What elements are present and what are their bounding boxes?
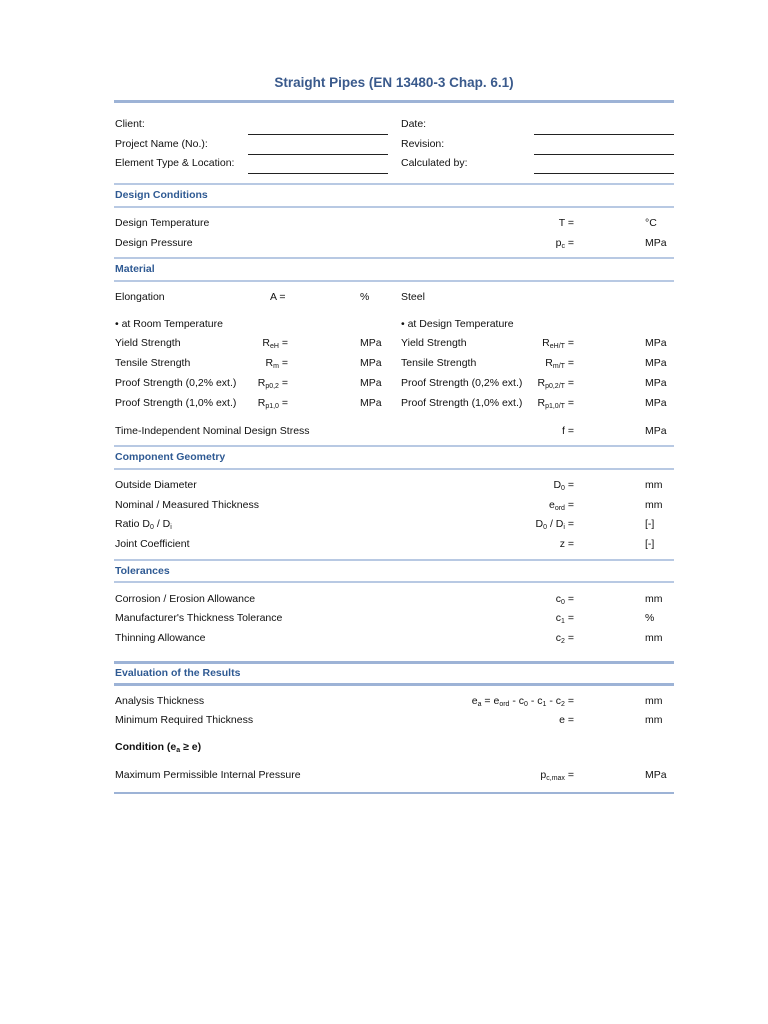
proof-strength-10-symbol: $R_{p1,0}$ = [257, 397, 288, 410]
outside-diameter-label: Outside Diameter [115, 479, 197, 491]
thinning-allowance-label: Thinning Allowance [115, 632, 206, 644]
thickness-symbol: $e_{ord}$ = [548, 499, 574, 512]
project-label: Project Name (No.): [115, 138, 208, 150]
corrosion-allowance-unit: mm [645, 593, 663, 605]
yield-strength-t-symbol: $R_{eH/T}$ = [542, 337, 574, 350]
yield-strength-symbol: $R_{eH}$ = [262, 337, 288, 350]
corrosion-allowance-label: Corrosion / Erosion Allowance [115, 593, 256, 605]
section-title-material: Material [115, 263, 155, 275]
min-thickness-label: Minimum Required Thickness [115, 714, 254, 726]
date-label: Date: [401, 118, 427, 130]
proof-strength-02-symbol: $R_{p0,2}$ = [257, 377, 288, 390]
room-temperature-heading: • at Room Temperature [115, 318, 223, 330]
thickness-unit: mm [645, 499, 663, 511]
nominal-design-stress-unit: MPa [645, 425, 667, 437]
elongation-unit: % [360, 291, 370, 303]
tensile-strength-unit: MPa [360, 357, 382, 369]
analysis-thickness-formula: $e_a = e_{ord} - c_0 - c_1 - c_2$ = [471, 695, 574, 708]
joint-coefficient-unit: [-] [645, 538, 655, 550]
tensile-strength-symbol: $R_m$ = [265, 357, 288, 370]
calculated-by-field[interactable] [534, 173, 674, 174]
diameter-ratio-symbol: $D_0 / D_i$ = [535, 518, 574, 531]
yield-strength-t-label: Yield Strength [401, 337, 467, 349]
tensile-strength-t-unit: MPa [645, 357, 667, 369]
design-pressure-unit: MPa [645, 237, 667, 249]
page-title: Straight Pipes (EN 13480-3 Chap. 6.1) [274, 75, 514, 90]
design-temperature-symbol: T = [558, 217, 574, 229]
tensile-strength-label: Tensile Strength [115, 357, 191, 369]
manufacturer-tolerance-symbol: $c_1$ = [555, 612, 574, 625]
section-divider-top [114, 559, 674, 561]
design-temperature-unit: °C [645, 217, 657, 229]
min-thickness-symbol: e = [559, 714, 574, 726]
thinning-allowance-symbol: $c_2$ = [555, 632, 574, 645]
proof-strength-02-unit: MPa [360, 377, 382, 389]
section-divider-top [114, 661, 674, 664]
proof-strength-02-t-symbol: $R_{p0,2/T}$ = [537, 377, 574, 390]
section-divider [114, 581, 674, 583]
proof-strength-02-label: Proof Strength (0,2% ext.) [115, 377, 237, 389]
max-pressure-unit: MPa [645, 769, 667, 781]
section-title-design-conditions: Design Conditions [115, 189, 208, 201]
proof-strength-02-t-unit: MPa [645, 377, 667, 389]
yield-strength-t-unit: MPa [645, 337, 667, 349]
section-title-tolerances: Tolerances [115, 565, 170, 577]
proof-strength-10-t-symbol: $R_{p1,0/T}$ = [537, 397, 574, 410]
element-field[interactable] [248, 173, 388, 174]
condition-label: Condition $(e_a \ge e)$ [115, 741, 202, 754]
section-divider [114, 206, 674, 208]
analysis-thickness-unit: mm [645, 695, 663, 707]
proof-strength-10-t-label: Proof Strength (1,0% ext.) [401, 397, 523, 409]
section-divider-top [114, 257, 674, 259]
section-divider-top [114, 445, 674, 447]
elongation-label: Elongation [115, 291, 165, 303]
corrosion-allowance-symbol: $c_0$ = [555, 593, 574, 606]
client-field[interactable] [248, 134, 388, 135]
proof-strength-10-t-unit: MPa [645, 397, 667, 409]
nominal-design-stress-label: Time-Independent Nominal Design Stress [115, 425, 310, 437]
yield-strength-label: Yield Strength [115, 337, 181, 349]
design-pressure-symbol: $p_c$ = [555, 237, 574, 250]
date-field[interactable] [534, 134, 674, 135]
title-divider [114, 100, 674, 103]
max-pressure-label: Maximum Permissible Internal Pressure [115, 769, 301, 781]
project-field[interactable] [248, 154, 388, 155]
nominal-design-stress-symbol: f = [562, 425, 574, 437]
max-pressure-symbol: $p_{c,max}$ = [540, 769, 574, 782]
proof-strength-10-unit: MPa [360, 397, 382, 409]
thinning-allowance-unit: mm [645, 632, 663, 644]
design-temperature-label: Design Temperature [115, 217, 210, 229]
element-label: Element Type & Location: [115, 157, 235, 169]
section-divider [114, 280, 674, 282]
joint-coefficient-symbol: z = [559, 538, 574, 550]
revision-field[interactable] [534, 154, 674, 155]
section-divider [114, 683, 674, 686]
proof-strength-10-label: Proof Strength (1,0% ext.) [115, 397, 237, 409]
yield-strength-unit: MPa [360, 337, 382, 349]
manufacturer-tolerance-label: Manufacturer's Thickness Tolerance [115, 612, 283, 624]
outside-diameter-symbol: $D_0$ = [553, 479, 574, 492]
section-divider [114, 468, 674, 470]
elongation-symbol: A = [270, 291, 286, 303]
section-title-evaluation: Evaluation of the Results [115, 667, 241, 679]
tensile-strength-t-symbol: $R_{m/T}$ = [545, 357, 574, 370]
section-title-component-geometry: Component Geometry [115, 451, 226, 463]
design-pressure-label: Design Pressure [115, 237, 193, 249]
outside-diameter-unit: mm [645, 479, 663, 491]
proof-strength-02-t-label: Proof Strength (0,2% ext.) [401, 377, 523, 389]
design-temperature-heading: • at Design Temperature [401, 318, 514, 330]
section-divider-top [114, 183, 674, 185]
tensile-strength-t-label: Tensile Strength [401, 357, 477, 369]
diameter-ratio-unit: [-] [645, 518, 655, 530]
calculated-by-label: Calculated by: [401, 157, 468, 169]
diameter-ratio-label: Ratio $D_0 / D_i$ [115, 518, 172, 531]
thickness-label: Nominal / Measured Thickness [115, 499, 259, 511]
min-thickness-unit: mm [645, 714, 663, 726]
joint-coefficient-label: Joint Coefficient [115, 538, 190, 550]
bottom-divider [114, 792, 674, 794]
client-label: Client: [115, 118, 145, 130]
revision-label: Revision: [401, 138, 445, 150]
steel-label: Steel [401, 291, 425, 303]
analysis-thickness-label: Analysis Thickness [115, 695, 205, 707]
manufacturer-tolerance-unit: % [645, 612, 655, 624]
